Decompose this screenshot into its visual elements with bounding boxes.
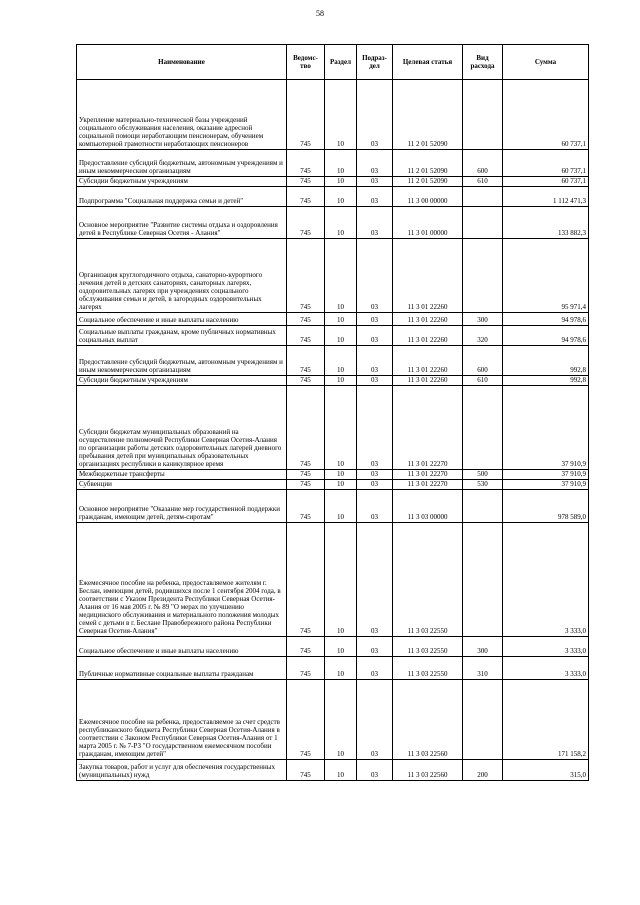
cell-expense-type [463, 239, 503, 313]
cell-section: 10 [325, 239, 357, 313]
cell-target-article: 11 2 01 52090 [393, 80, 463, 150]
cell-sum: 978 589,0 [503, 490, 589, 523]
cell-name: Основное мероприятие "Оказание мер государственной поддержки гражданам, имеющим детей, детям-сиротам" [77, 490, 287, 523]
cell-subsection: 03 [357, 376, 393, 386]
cell-section: 10 [325, 346, 357, 376]
cell-expense-type: 600 [463, 346, 503, 376]
cell-subsection: 03 [357, 490, 393, 523]
cell-expense-type: 530 [463, 480, 503, 490]
cell-section: 10 [325, 490, 357, 523]
header-subsection: Подраз-дел [357, 45, 393, 80]
cell-sum: 315,0 [503, 760, 589, 781]
cell-target-article: 11 3 01 22260 [393, 313, 463, 326]
cell-name: Ежемесячное пособие на ребенка, предоставляемое жителям г. Беслан, имеющим детей, родившихся после 1 сентября 2004 года, в соответствии с Указом Президента Республики Северная Осетия- Алания от 16 мая 2005 г. № 89 "О мерах по улучшению медицинского обслуживания и материального положения молодых семей с детьми в г. Беслане Правобережного района Республики Северная Осетия-Алания" [77, 523, 287, 637]
table-row [77, 150, 589, 177]
cell-target-article: 11 3 03 00000 [393, 490, 463, 523]
cell-section: 10 [325, 680, 357, 760]
cell-name: Организация круглогодичного отдыха, санаторно-курортного лечения детей в детских санаториях, санаторных лагерях, оздоровительных лагерях при учреждениях социального обслуживания семьи и детей, в загородных оздоровительных лагерях [77, 239, 287, 313]
cell-target-article: 11 3 03 22550 [393, 637, 463, 657]
cell-expense-type: 200 [463, 760, 503, 781]
table-row [77, 386, 589, 470]
table-row [77, 523, 589, 637]
cell-name: Субсидии бюджетным учреждениям [77, 376, 287, 386]
cell-sum: 992,8 [503, 346, 589, 376]
cell-subsection: 03 [357, 470, 393, 480]
cell-expense-type [463, 680, 503, 760]
cell-sum: 60 737,1 [503, 150, 589, 177]
cell-department: 745 [287, 239, 325, 313]
cell-section: 10 [325, 80, 357, 150]
cell-name: Закупка товаров, работ и услуг для обеспечения государственных (муниципальных) нужд [77, 760, 287, 781]
cell-name: Укрепление материально-технической базы учреждений социального обслуживания населения, оказание адресной социальной помощи неработающим пенсионерам, обучением компьютерной грамотности неработающих пенсионеров [77, 80, 287, 150]
cell-target-article: 11 3 01 22260 [393, 239, 463, 313]
cell-subsection: 03 [357, 657, 393, 680]
cell-department: 745 [287, 523, 325, 637]
cell-department: 745 [287, 637, 325, 657]
cell-target-article: 11 3 03 22560 [393, 760, 463, 781]
cell-sum: 37 910,9 [503, 480, 589, 490]
cell-section: 10 [325, 657, 357, 680]
cell-department: 745 [287, 657, 325, 680]
cell-sum: 992,8 [503, 376, 589, 386]
cell-subsection: 03 [357, 150, 393, 177]
cell-name: Публичные нормативные социальные выплаты гражданам [77, 657, 287, 680]
cell-target-article: 11 3 01 22270 [393, 470, 463, 480]
table-row [77, 470, 589, 480]
table-row [77, 177, 589, 187]
table-row [77, 657, 589, 680]
table-row [77, 80, 589, 150]
cell-target-article: 11 3 01 00000 [393, 207, 463, 239]
cell-section: 10 [325, 150, 357, 177]
cell-sum: 60 737,1 [503, 80, 589, 150]
cell-section: 10 [325, 376, 357, 386]
cell-target-article: 11 3 01 22260 [393, 376, 463, 386]
cell-subsection: 03 [357, 177, 393, 187]
cell-department: 745 [287, 760, 325, 781]
cell-section: 10 [325, 480, 357, 490]
cell-target-article: 11 3 03 22550 [393, 657, 463, 680]
cell-name: Межбюджетные трансферты [77, 470, 287, 480]
cell-expense-type: 500 [463, 470, 503, 480]
cell-department: 745 [287, 376, 325, 386]
cell-sum: 95 971,4 [503, 239, 589, 313]
cell-name: Социальное обеспечение и иные выплаты населению [77, 637, 287, 657]
table-row [77, 313, 589, 326]
cell-subsection: 03 [357, 326, 393, 346]
cell-expense-type [463, 187, 503, 207]
cell-expense-type [463, 523, 503, 637]
cell-expense-type [463, 207, 503, 239]
table-row [77, 326, 589, 346]
header-name: Наименование [77, 45, 287, 80]
table-row [77, 680, 589, 760]
cell-name: Ежемесячное пособие на ребенка, предоставляемое за счет средств республиканского бюджета Республики Северная Осетия-Алания в соответствии с Законом Республики Северная Осетия-Алания от 1 марта 2005 г. № 7-РЗ "О государственном ежемесячном пособии гражданам, имеющим детей" [77, 680, 287, 760]
cell-target-article: 11 2 01 52090 [393, 150, 463, 177]
cell-name: Предоставление субсидий бюджетным, автономным учреждениям и иным некоммерческим организациям [77, 150, 287, 177]
cell-expense-type [463, 490, 503, 523]
cell-sum: 37 910,9 [503, 386, 589, 470]
cell-subsection: 03 [357, 523, 393, 637]
cell-sum: 133 882,3 [503, 207, 589, 239]
cell-subsection: 03 [357, 386, 393, 470]
cell-expense-type: 600 [463, 150, 503, 177]
table-row [77, 207, 589, 239]
cell-section: 10 [325, 523, 357, 637]
cell-subsection: 03 [357, 346, 393, 376]
cell-department: 745 [287, 490, 325, 523]
table-row [77, 239, 589, 313]
budget-table [76, 44, 589, 781]
cell-expense-type [463, 386, 503, 470]
cell-section: 10 [325, 760, 357, 781]
cell-section: 10 [325, 187, 357, 207]
table-row [77, 490, 589, 523]
cell-sum: 60 737,1 [503, 177, 589, 187]
cell-subsection: 03 [357, 313, 393, 326]
cell-department: 745 [287, 680, 325, 760]
cell-sum: 3 333,0 [503, 657, 589, 680]
cell-department: 745 [287, 480, 325, 490]
cell-expense-type [463, 80, 503, 150]
cell-section: 10 [325, 470, 357, 480]
cell-expense-type: 610 [463, 376, 503, 386]
cell-section: 10 [325, 326, 357, 346]
cell-name: Субсидии бюджетным учреждениям [77, 177, 287, 187]
cell-section: 10 [325, 207, 357, 239]
cell-sum: 1 112 471,3 [503, 187, 589, 207]
cell-name: Подпрограмма "Социальная поддержка семьи и детей" [77, 187, 287, 207]
cell-name: Субсидии бюджетам муниципальных образований на осуществление полномочий Республики Северная Осетия-Алания по организации работы детских оздоровительных лагерей дневного пребывания детей при муниципальных образовательных организациях республики в каникулярное время [77, 386, 287, 470]
cell-department: 745 [287, 386, 325, 470]
table-header-row [77, 45, 589, 80]
cell-section: 10 [325, 313, 357, 326]
page-number: 58 [316, 9, 324, 18]
cell-department: 745 [287, 187, 325, 207]
cell-target-article: 11 3 03 22560 [393, 680, 463, 760]
cell-name: Предоставление субсидий бюджетным, автономным учреждениям и иным некоммерческим организациям [77, 346, 287, 376]
cell-expense-type: 300 [463, 637, 503, 657]
cell-expense-type: 300 [463, 313, 503, 326]
table-row [77, 637, 589, 657]
cell-section: 10 [325, 386, 357, 470]
table-body [77, 80, 589, 781]
cell-subsection: 03 [357, 480, 393, 490]
cell-sum: 3 333,0 [503, 637, 589, 657]
header-department: Ведомс-тво [287, 45, 325, 80]
cell-section: 10 [325, 177, 357, 187]
table-row [77, 376, 589, 386]
cell-department: 745 [287, 150, 325, 177]
cell-sum: 94 978,6 [503, 313, 589, 326]
cell-expense-type: 310 [463, 657, 503, 680]
cell-subsection: 03 [357, 187, 393, 207]
cell-target-article: 11 3 03 22550 [393, 523, 463, 637]
cell-subsection: 03 [357, 760, 393, 781]
cell-department: 745 [287, 313, 325, 326]
cell-department: 745 [287, 326, 325, 346]
cell-name: Социальное обеспечение и иные выплаты населению [77, 313, 287, 326]
header-sum: Сумма [503, 45, 589, 80]
cell-sum: 171 158,2 [503, 680, 589, 760]
header-target-article: Целевая статья [393, 45, 463, 80]
cell-name: Субвенции [77, 480, 287, 490]
cell-sum: 94 978,6 [503, 326, 589, 346]
cell-name: Основное мероприятие "Развитие системы отдыха и оздоровления детей в Республике Северная Осетия - Алания" [77, 207, 287, 239]
table-row [77, 480, 589, 490]
cell-sum: 37 910,9 [503, 470, 589, 480]
cell-subsection: 03 [357, 207, 393, 239]
header-expense-type: Вид расхода [463, 45, 503, 80]
cell-department: 745 [287, 80, 325, 150]
cell-subsection: 03 [357, 239, 393, 313]
cell-expense-type: 320 [463, 326, 503, 346]
cell-subsection: 03 [357, 680, 393, 760]
cell-department: 745 [287, 177, 325, 187]
cell-target-article: 11 3 01 22260 [393, 346, 463, 376]
cell-name: Социальные выплаты гражданам, кроме публичных нормативных социальных выплат [77, 326, 287, 346]
cell-subsection: 03 [357, 80, 393, 150]
cell-target-article: 11 3 00 00000 [393, 187, 463, 207]
cell-subsection: 03 [357, 637, 393, 657]
cell-target-article: 11 3 01 22260 [393, 326, 463, 346]
cell-department: 745 [287, 470, 325, 480]
cell-department: 745 [287, 346, 325, 376]
table-row [77, 187, 589, 207]
table-row [77, 346, 589, 376]
table-row [77, 760, 589, 781]
cell-expense-type: 610 [463, 177, 503, 187]
cell-sum: 3 333,0 [503, 523, 589, 637]
cell-target-article: 11 2 01 52090 [393, 177, 463, 187]
cell-section: 10 [325, 637, 357, 657]
header-section: Раздел [325, 45, 357, 80]
cell-department: 745 [287, 207, 325, 239]
cell-target-article: 11 3 01 22270 [393, 386, 463, 470]
cell-target-article: 11 3 01 22270 [393, 480, 463, 490]
